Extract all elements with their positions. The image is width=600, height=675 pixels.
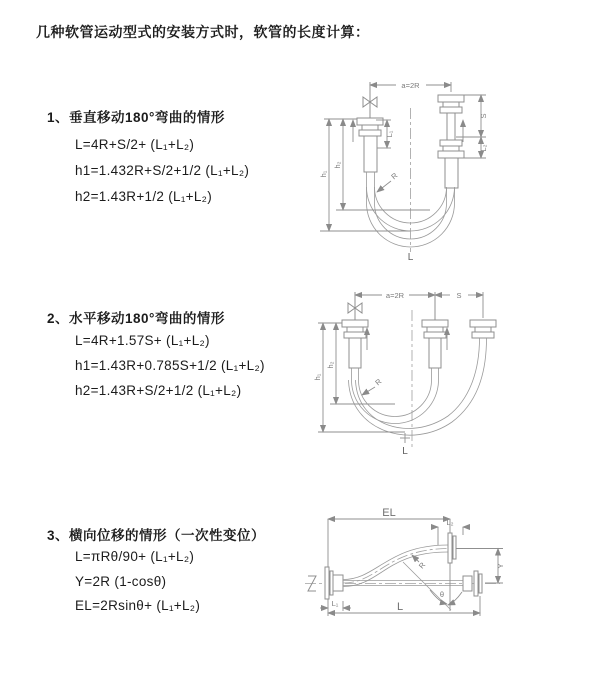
hose-u-bend-original [352,368,439,424]
hose-u-bend-displaced [349,338,487,435]
right-braided-hose [445,158,458,188]
diagram-lateral-displacement [295,505,600,640]
left-fitting [357,118,383,136]
dim-l1 [320,599,351,611]
dim-el [328,507,450,567]
dim-label-h1: h₁ [319,170,328,178]
section3-formula-L: L=πRθ/90+ (L₁+L₂) [75,549,195,564]
section3-formula-EL: EL=2Rsinθ+ (L₁+L₂) [75,598,201,613]
dim-label-l2: L₂ [446,518,454,527]
dim-label-h2: h₂ [326,361,335,369]
diagram-horizontal-180-bend [300,280,570,475]
valve-icon [363,82,377,118]
left-braided-hose [364,136,377,172]
section2-formula-L: L=4R+1.57S+ (L₁+L₂) [75,333,210,348]
dim-label-s: S [456,291,462,300]
left-braided-hose [349,338,361,368]
valve-icon [348,292,362,320]
dim-label-l: L [402,446,408,457]
dim-s [435,291,483,318]
section1-heading: 1、垂直移动180°弯曲的情形 [47,110,225,125]
dim-label-l2: L₂ [479,144,488,152]
middle-fitting [422,295,448,338]
dim-label-s: S [479,113,488,119]
right-fitting [438,95,464,158]
dim-l [328,596,480,616]
radius-callout [412,555,428,570]
section1-formula-h2: h2=1.43R+1/2 (L₁+L₂) [75,189,213,204]
dim-label-l1: L₁ [385,130,394,138]
left-flange [325,567,343,599]
section3-heading: 3、横向位移的情形（一次性变位） [47,528,266,543]
dim-label-a2r: a=2R [385,291,405,300]
left-fitting [342,320,368,338]
dim-label-l1: L₁ [331,599,339,608]
dim-label-el: EL [382,507,396,519]
dim-label-theta: θ [439,590,445,599]
dim-label-r: R [373,376,384,388]
middle-braided-hose [429,338,441,368]
dim-label-r: R [389,170,400,182]
section2-formula-h2: h2=1.43R+S/2+1/2 (L₁+L₂) [75,383,242,398]
diagram-vertical-180-bend [300,70,570,270]
dim-label-r: R [416,560,428,571]
right-fitting [470,320,496,338]
section1-formula-L: L=4R+S/2+ (L₁+L₂) [75,137,195,152]
page-title: 几种软管运动型式的安装方式时，软管的长度计算： [36,24,370,40]
dim-label-a2r: a=2R [401,81,420,90]
dim-label-y: Y [496,563,505,569]
dim-h1 [313,323,405,432]
dim-label-l: L [396,601,404,613]
radius-callout [377,171,400,192]
dim-label-l: L [407,252,414,263]
upper-flange [448,533,456,563]
section3-formula-Y: Y=2R (1-cosθ) [75,574,167,589]
dim-a2r [370,81,451,92]
section2-formula-h1: h1=1.43R+0.785S+1/2 (L₁+L₂) [75,358,265,373]
section1-formula-h1: h1=1.432R+S/2+1/2 (L₁+L₂) [75,163,250,178]
dim-label-h2: h₂ [333,161,342,169]
radius-callout [362,377,384,395]
section2-heading: 2、水平移动180°弯曲的情形 [47,311,225,326]
dim-a2r [355,291,435,318]
dim-label-h1: h₁ [313,373,322,381]
radius-and-angle [403,562,462,611]
